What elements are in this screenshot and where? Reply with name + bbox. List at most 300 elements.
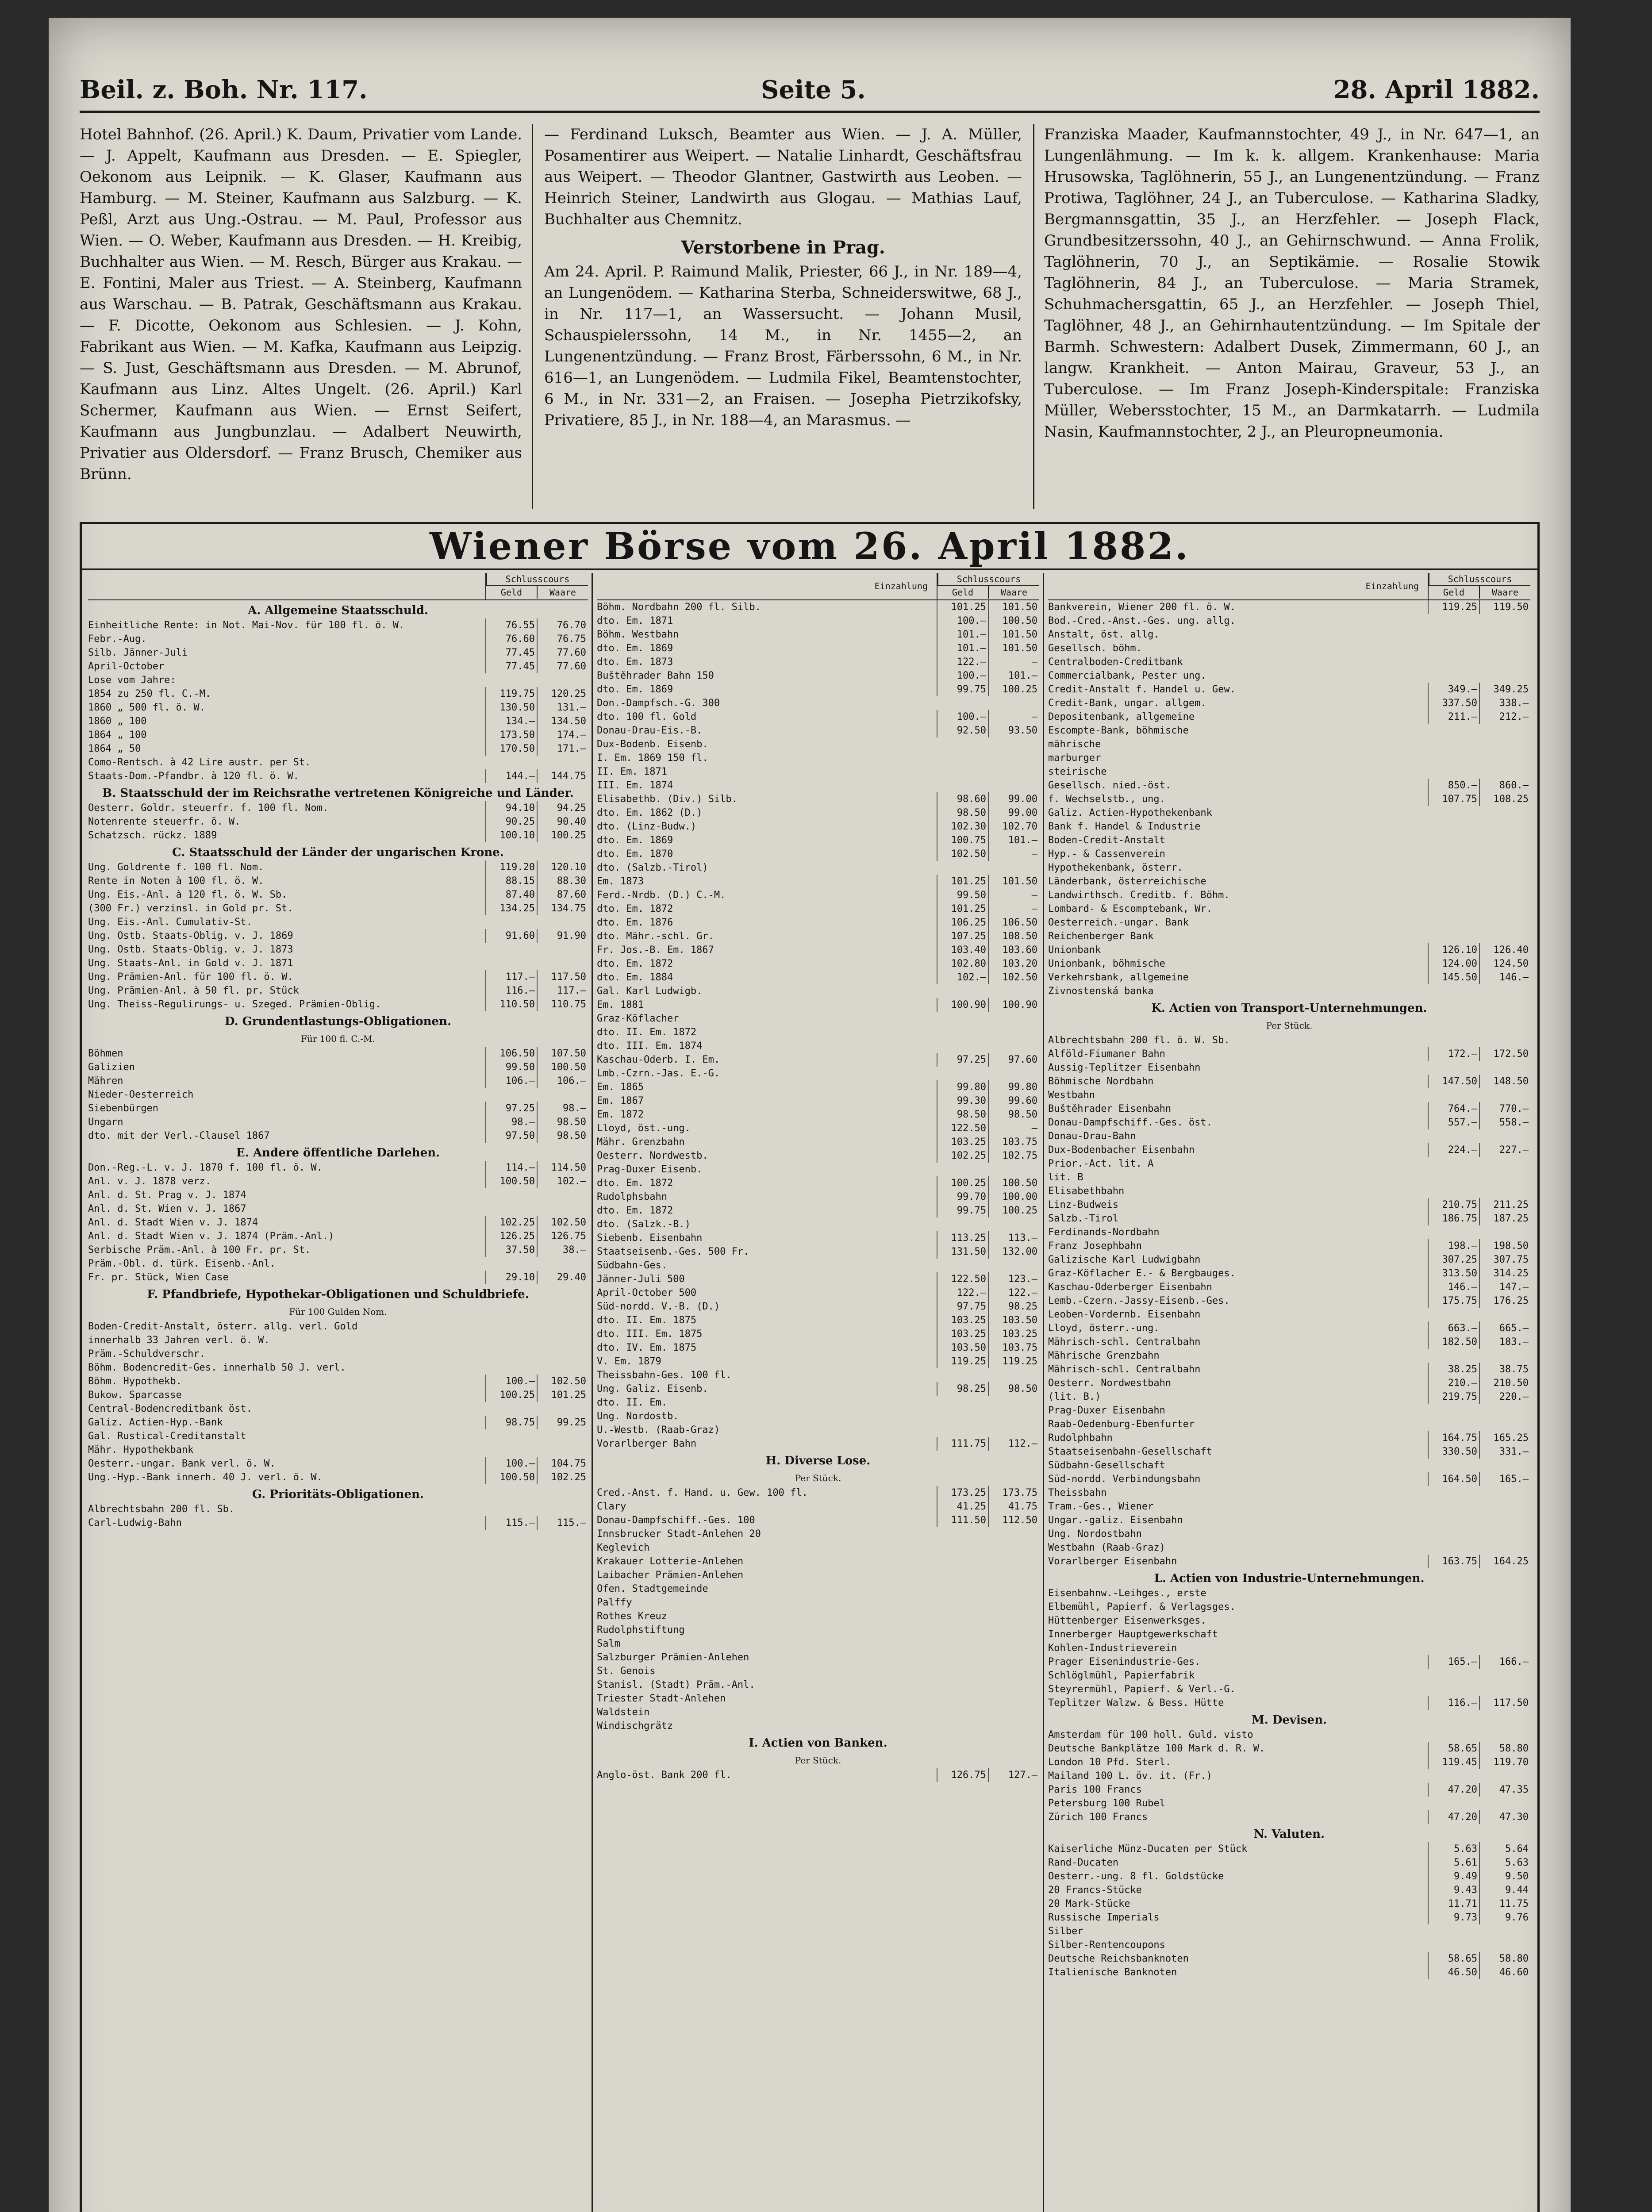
table-row <box>1048 696 1530 710</box>
security-name: dto. II. Em. 1875 <box>597 1315 697 1326</box>
ask-price: 101.50 <box>988 600 1039 614</box>
ask-price: 176.25 <box>1479 1294 1530 1308</box>
ask-price: 77.60 <box>537 646 588 660</box>
security-name: Rudolphstiftung <box>597 1624 685 1636</box>
security-name: Depositenbank, allgemeine <box>1048 711 1195 722</box>
bid-price: 9.73 <box>1428 1911 1479 1924</box>
ask-price: 38.75 <box>1479 1363 1530 1376</box>
bid-price: 100.25 <box>937 1176 988 1190</box>
security-name: Böhm. Westbahn <box>597 629 679 640</box>
table-row <box>597 1080 1039 1094</box>
ask-price: 100.25 <box>988 683 1039 696</box>
ask-price: 172.50 <box>1479 1047 1530 1061</box>
table-row <box>1048 888 1530 902</box>
security-name: Ferd.-Nrdb. (D.) C.-M. <box>597 890 726 901</box>
bid-price: 98.75 <box>485 1416 537 1429</box>
table-row <box>88 1375 588 1388</box>
bid-price: 313.50 <box>1428 1267 1479 1280</box>
ask-price: 41.75 <box>988 1500 1039 1513</box>
bid-price: 102.80 <box>937 957 988 971</box>
security-name: Bod.-Cred.-Anst.-Ges. ung. allg. <box>1048 615 1236 626</box>
bid-label: Geld <box>1443 587 1465 598</box>
table-row <box>88 1361 588 1375</box>
ask-label: Waare <box>1479 586 1530 599</box>
bid-price: 97.50 <box>485 1129 537 1143</box>
security-name: Ung. Goldrente f. 100 fl. Nom. <box>88 862 264 873</box>
bid-price: 110.50 <box>485 998 537 1011</box>
security-name: Westbahn (Raab-Graz) <box>1048 1542 1165 1553</box>
ask-price: 101.— <box>988 669 1039 683</box>
ask-price: 210.50 <box>1479 1376 1530 1390</box>
table-row <box>88 687 588 701</box>
ask-price: 131.— <box>537 701 588 714</box>
table-row <box>597 1149 1039 1163</box>
security-name: Ung. Eis.-Anl. Cumulativ-St. <box>88 917 252 928</box>
table-row <box>1048 1239 1530 1253</box>
ask-price: 101.50 <box>988 628 1039 641</box>
exchange-column-1-body <box>88 604 588 1530</box>
ask-price: 99.60 <box>988 1094 1039 1108</box>
security-name: Bukow. Sparcasse <box>88 1390 182 1401</box>
security-name: Mähren <box>88 1075 123 1087</box>
security-name: Credit-Bank, ungar. allgem. <box>1048 698 1206 709</box>
bid-label: Geld <box>952 587 974 598</box>
ask-price: 103.60 <box>988 943 1039 957</box>
bid-price: 210.— <box>1428 1376 1479 1390</box>
bid-price: 58.65 <box>1428 1742 1479 1755</box>
bid-price: 98.60 <box>937 792 988 806</box>
header-issue: Beil. z. Boh. Nr. 117. <box>80 75 368 104</box>
security-name: Escompte-Bank, böhmische <box>1048 725 1189 736</box>
security-name: Anl. d. St. Wien v. J. 1867 <box>88 1203 246 1214</box>
bid-price: 164.75 <box>1428 1431 1479 1445</box>
ask-price: 183.— <box>1479 1335 1530 1349</box>
table-row <box>88 1271 588 1284</box>
security-name: Oesterr. Nordwestbahn <box>1048 1378 1172 1389</box>
bid-price: 100.— <box>485 1457 537 1471</box>
bid-price: 98.50 <box>937 1108 988 1121</box>
ask-price: 58.80 <box>1479 1952 1530 1966</box>
ask-price: 134.50 <box>537 714 588 728</box>
table-row <box>597 1664 1039 1678</box>
ask-price: 123.— <box>988 1272 1039 1286</box>
ask-price: 126.40 <box>1479 943 1530 957</box>
bid-price: 100.90 <box>937 998 988 1012</box>
bid-price: 58.65 <box>1428 1952 1479 1966</box>
security-name: Innsbrucker Stadt-Anlehen 20 <box>597 1528 761 1540</box>
table-row <box>597 1623 1039 1637</box>
security-name: Em. 1881 <box>597 999 644 1010</box>
table-row <box>88 1402 588 1416</box>
security-name: Leoben-Vordernb. Eisenbahn <box>1048 1309 1201 1320</box>
bid-price: 97.75 <box>937 1300 988 1313</box>
security-name: Vorarlberger Bahn <box>597 1438 697 1449</box>
table-row <box>1048 1047 1530 1061</box>
section-heading: I. Actien von Banken. <box>749 1736 887 1750</box>
ask-price: 127.— <box>988 1768 1039 1782</box>
security-name: Länderbank, österreichische <box>1048 876 1206 887</box>
security-name: Ungar.-galiz. Eisenbahn <box>1048 1515 1183 1526</box>
table-row <box>597 1286 1039 1300</box>
closing-price-label: Schlusscours <box>486 573 588 585</box>
security-name: Ung.-Hyp.-Bank innerh. 40 J. verl. ö. W. <box>88 1472 323 1483</box>
ask-price: 117.50 <box>537 970 588 984</box>
security-name: dto. mit der Verl.-Clausel 1867 <box>88 1130 270 1141</box>
security-name: Alföld-Fiumaner Bahn <box>1048 1048 1165 1060</box>
ask-price: 147.— <box>1479 1280 1530 1294</box>
bid-price: 850.— <box>1428 779 1479 792</box>
ask-price: 108.50 <box>988 929 1039 943</box>
security-name: Lemb.-Czern.-Jassy-Eisenb.-Ges. <box>1048 1295 1230 1306</box>
bid-price: 94.10 <box>485 801 537 815</box>
security-name: Petersburg 100 Rubel <box>1048 1798 1165 1809</box>
security-name: Böhmen <box>88 1048 123 1059</box>
ask-price: 100.25 <box>537 829 588 842</box>
security-name: Kaschau-Oderberger Eisenbahn <box>1048 1282 1212 1293</box>
security-name: Mährisch-schl. Centralbahn <box>1048 1364 1201 1375</box>
bid-price: 100.10 <box>485 829 537 842</box>
table-row <box>88 1243 588 1257</box>
table-row <box>597 1651 1039 1664</box>
security-name: dto. Em. 1870 <box>597 849 673 860</box>
ask-price: 110.75 <box>537 998 588 1011</box>
bid-price: 99.75 <box>937 683 988 696</box>
ask-price: 76.70 <box>537 618 588 632</box>
table-row <box>88 956 588 970</box>
bid-price: 126.75 <box>937 1768 988 1782</box>
table-row <box>88 660 588 673</box>
security-name: Dux-Bodenbacher Eisenbahn <box>1048 1144 1195 1156</box>
table-row <box>1048 751 1530 765</box>
column-header <box>1048 573 1530 600</box>
table-row <box>88 618 588 632</box>
table-row <box>1048 669 1530 683</box>
bid-price: 119.25 <box>1428 600 1479 614</box>
ask-price: 103.20 <box>988 957 1039 971</box>
table-row <box>88 1216 588 1229</box>
table-row <box>597 1355 1039 1368</box>
bid-price: 100.25 <box>485 1388 537 1402</box>
security-name: Theissbahn-Ges. 100 fl. <box>597 1370 732 1381</box>
bid-price: 99.50 <box>485 1060 537 1074</box>
ask-price: 100.50 <box>988 614 1039 628</box>
ask-price: 134.75 <box>537 902 588 915</box>
bid-price: 126.10 <box>1428 943 1479 957</box>
table-row <box>597 847 1039 861</box>
deceased-text: Am 24. April. P. Raimund Malik, Priester, 66 J., in Nr. 189—4, an Lungenödem. — Katharina Sterba, Schneiderswitwe, 68 J., in Nr. 117—1, an Wassersucht. — Johann Musil, Schauspielerssohn, 14 M., in Nr. 1455—2, an Lungenentzündung. — Franz Brost, Färberssohn, 6 M., in Nr. 616—1, an Lungenödem. — Ludmila Fikel, Beamtenstochter, 6 M., in Nr. 331—2, an Fraisen. — Josepha Pietrzikofsky, Privatiere, 85 J., in Nr. 188—4, an Marasmus. — <box>544 263 1022 429</box>
table-row <box>1048 806 1530 820</box>
bid-price: 116.— <box>1428 1696 1479 1710</box>
security-name: 1864 „ 50 <box>88 743 141 754</box>
table-row <box>597 984 1039 998</box>
ask-price: — <box>988 902 1039 916</box>
ask-price: 770.— <box>1479 1102 1530 1116</box>
security-name: Galizische Karl Ludwigbahn <box>1048 1254 1201 1265</box>
security-name: Oesterreich.-ungar. Bank <box>1048 917 1189 928</box>
table-row <box>1048 1911 1530 1924</box>
table-row <box>597 1705 1039 1719</box>
bid-price: 101.25 <box>937 902 988 916</box>
ask-label: Waare <box>988 586 1039 599</box>
ask-price: — <box>988 710 1039 724</box>
ask-label: Waare <box>537 586 588 599</box>
table-row <box>597 1409 1039 1423</box>
security-name: Como-Rentsch. à 42 Lire austr. per St. <box>88 757 311 768</box>
table-row <box>1048 1280 1530 1294</box>
ask-price: 126.75 <box>537 1229 588 1243</box>
ask-price: 100.25 <box>988 1204 1039 1217</box>
bid-price: 100.50 <box>485 1471 537 1484</box>
table-row <box>597 779 1039 792</box>
table-row <box>88 728 588 742</box>
table-row <box>88 1060 588 1074</box>
security-name: Buštěhrader Bahn 150 <box>597 670 714 681</box>
ask-price: 115.— <box>537 1516 588 1530</box>
table-row <box>597 1176 1039 1190</box>
bid-price: 124.00 <box>1428 957 1479 971</box>
bid-price: 134.25 <box>485 902 537 915</box>
table-row <box>88 1320 588 1333</box>
exchange-column-3 <box>1048 573 1530 2212</box>
table-row <box>1048 1742 1530 1755</box>
bid-price: 134.— <box>485 714 537 728</box>
ask-price: 120.25 <box>537 687 588 701</box>
payment-label: Einzahlung <box>1365 581 1419 591</box>
security-name: Kaiserliche Münz-Ducaten per Stück <box>1048 1843 1248 1855</box>
security-name: Em. 1872 <box>597 1109 644 1120</box>
bid-price: 172.— <box>1428 1047 1479 1061</box>
table-row <box>597 1596 1039 1609</box>
bid-price: 100.50 <box>485 1175 537 1188</box>
security-name: Ung. Ostb. Staats-Oblig. v. J. 1873 <box>88 944 293 955</box>
table-row <box>1048 600 1530 614</box>
security-name: dto. (Linz-Budw.) <box>597 821 697 832</box>
ask-price: 58.80 <box>1479 1742 1530 1755</box>
table-row <box>597 998 1039 1012</box>
ask-price: 99.00 <box>988 806 1039 820</box>
security-name: dto. Em. 1876 <box>597 917 673 928</box>
security-name: Credit-Anstalt f. Handel u. Gew. <box>1048 684 1236 695</box>
ask-price: 46.60 <box>1479 1966 1530 1979</box>
table-row <box>597 737 1039 751</box>
table-row <box>1048 1349 1530 1363</box>
table-row <box>88 943 588 956</box>
security-name: Südbahn-Ges. <box>597 1260 667 1271</box>
table-row <box>88 1047 588 1060</box>
table-row <box>1048 1870 1530 1883</box>
table-row <box>1048 1102 1530 1116</box>
ask-price: 99.00 <box>988 792 1039 806</box>
security-name: Salzburger Prämien-Anlehen <box>597 1652 749 1663</box>
table-row <box>1048 833 1530 847</box>
ask-price: 132.00 <box>988 1245 1039 1259</box>
ask-price: 106.— <box>537 1074 588 1088</box>
ask-price: 165.25 <box>1479 1431 1530 1445</box>
table-row <box>1048 1628 1530 1641</box>
section-heading: N. Valuten. <box>1253 1828 1325 1841</box>
exchange-column-2 <box>597 573 1039 2212</box>
bid-price: 92.50 <box>937 724 988 737</box>
bid-price: 100.— <box>937 614 988 628</box>
table-row <box>597 1768 1039 1782</box>
notices-column-2 <box>544 124 1022 509</box>
table-row <box>1048 1883 1530 1897</box>
section-heading: G. Prioritäts-Obligationen. <box>252 1488 424 1501</box>
ask-price: 198.50 <box>1479 1239 1530 1253</box>
table-row <box>88 1202 588 1216</box>
security-name: Oesterr.-ungar. Bank verl. ö. W. <box>88 1458 276 1469</box>
table-row <box>88 769 588 783</box>
security-name: Don.-Reg.-L. v. J. 1870 f. 100 fl. ö. W. <box>88 1162 323 1173</box>
table-row <box>88 1129 588 1143</box>
security-name: Albrechtsbahn 200 fl. ö. W. Sb. <box>1048 1035 1230 1046</box>
bid-price: 101.— <box>937 628 988 641</box>
deceased-heading: Verstorbene in Prag. <box>681 237 885 258</box>
security-name: Elisabethbahn <box>1048 1186 1125 1197</box>
bid-price: 103.25 <box>937 1327 988 1341</box>
security-name: Windischgrätz <box>597 1720 673 1732</box>
table-row <box>597 1692 1039 1705</box>
bid-price: 198.— <box>1428 1239 1479 1253</box>
security-name: Centralboden-Creditbank <box>1048 657 1183 668</box>
table-row <box>1048 710 1530 724</box>
bid-price: 173.25 <box>937 1486 988 1500</box>
table-row <box>597 1341 1039 1355</box>
table-row <box>88 1388 588 1402</box>
table-row <box>597 683 1039 696</box>
table-row <box>1048 1116 1530 1129</box>
ask-price: 9.44 <box>1479 1883 1530 1897</box>
security-name: Anl. d. Stadt Wien v. J. 1874 (Präm.-Anl.) <box>88 1231 334 1242</box>
section-heading: M. Devisen. <box>1251 1713 1327 1727</box>
bid-price: 119.25 <box>937 1355 988 1368</box>
security-name: Verkehrsbank, allgemeine <box>1048 972 1189 983</box>
table-row <box>1048 1810 1530 1824</box>
table-row <box>597 1719 1039 1733</box>
security-name: Albrechtsbahn 200 fl. Sb. <box>88 1504 235 1515</box>
ask-price: 665.— <box>1479 1321 1530 1335</box>
ask-price: — <box>988 888 1039 902</box>
table-row <box>597 1678 1039 1692</box>
ask-price: 102.75 <box>988 1149 1039 1163</box>
table-row <box>1048 929 1530 943</box>
table-row <box>88 801 588 815</box>
table-row <box>597 765 1039 779</box>
security-name: Mährische Grenzbahn <box>1048 1350 1160 1361</box>
bid-price: 76.60 <box>485 632 537 646</box>
ask-price: 90.40 <box>537 815 588 829</box>
security-name: Prior.-Act. lit. A <box>1048 1158 1154 1169</box>
table-row <box>597 1204 1039 1217</box>
security-name: 1864 „ 100 <box>88 730 147 741</box>
bid-price: 46.50 <box>1428 1966 1479 1979</box>
ask-price: 11.75 <box>1479 1897 1530 1911</box>
security-name: Em. 1873 <box>597 876 644 887</box>
table-row <box>1048 1966 1530 1979</box>
bid-price: 122.— <box>937 1286 988 1300</box>
security-name: Steyrermühl, Papierf. & Verl.-G. <box>1048 1684 1236 1695</box>
exchange-column-2-body <box>597 600 1039 1782</box>
table-row <box>597 669 1039 683</box>
security-name: Lombard- & Escomptebank, Wr. <box>1048 903 1212 914</box>
ask-price: 102.— <box>537 1175 588 1188</box>
bid-price: 130.50 <box>485 701 537 714</box>
security-name: Unionbank <box>1048 945 1101 956</box>
table-row <box>88 815 588 829</box>
table-row <box>1048 1061 1530 1075</box>
table-row <box>1048 1184 1530 1198</box>
table-row <box>597 1541 1039 1555</box>
table-row <box>88 1471 588 1484</box>
security-name: steirische <box>1048 766 1107 777</box>
ask-price: 47.35 <box>1479 1783 1530 1797</box>
newspaper-page <box>49 18 1571 2212</box>
security-name: dto. III. Em. 1874 <box>597 1041 703 1052</box>
ask-price: 9.50 <box>1479 1870 1530 1883</box>
ask-price: — <box>988 655 1039 669</box>
security-name: Böhm. Hypothekb. <box>88 1376 182 1387</box>
table-row <box>1048 1842 1530 1856</box>
ask-price: 93.50 <box>988 724 1039 737</box>
security-name: Febr.-Aug. <box>88 634 147 645</box>
bid-price: 11.71 <box>1428 1897 1479 1911</box>
table-row <box>1048 1769 1530 1783</box>
table-row <box>88 1443 588 1457</box>
ask-price: 107.50 <box>537 1047 588 1060</box>
table-row <box>597 1135 1039 1149</box>
column-header <box>88 573 588 600</box>
security-name: Em. 1865 <box>597 1082 644 1093</box>
table-row <box>1048 847 1530 861</box>
table-row <box>88 1457 588 1471</box>
table-row <box>597 792 1039 806</box>
table-row <box>1048 943 1530 957</box>
table-row <box>88 888 588 902</box>
bid-price: 165.— <box>1428 1655 1479 1669</box>
table-row <box>1048 1376 1530 1390</box>
table-row <box>1048 1856 1530 1870</box>
table-row <box>88 714 588 728</box>
table-row <box>1048 820 1530 833</box>
security-name: Anstalt, öst. allg. <box>1048 629 1160 640</box>
section-heading: F. Pfandbriefe, Hypothekar-Obligationen und Schuldbriefe. <box>147 1288 529 1301</box>
bid-price: 119.20 <box>485 860 537 874</box>
table-row <box>1048 1075 1530 1088</box>
security-name: Donau-Drau-Eis.-B. <box>597 725 703 736</box>
bid-price: 103.25 <box>937 1313 988 1327</box>
security-name: lit. B <box>1048 1172 1083 1183</box>
ask-price: 103.75 <box>988 1135 1039 1149</box>
security-name: Reichenberger Bank <box>1048 931 1154 942</box>
table-row <box>1048 875 1530 888</box>
table-row <box>597 1190 1039 1204</box>
security-name: I. Em. 1869 150 fl. <box>597 753 708 764</box>
security-name: Boden-Credit-Anstalt, österr. allg. verl. Gold <box>88 1321 358 1332</box>
ask-price: 100.90 <box>988 998 1039 1012</box>
security-name: Silber <box>1048 1926 1083 1937</box>
hotel-arrivals-text: Hotel Bahnhof. (26. April.) K. Daum, Privatier vom Lande. — J. Appelt, Kaufmann aus Dresden. — E. Spiegler, Oekonom aus Leipnik. — K. Glaser, Kaufmann aus Hamburg. — M. Steiner, Kaufmann aus Salzburg. — K. Peßl, Arzt aus Ung.-Ostrau. — M. Paul, Professor aus Wien. — O. Weber, Kaufmann aus Dresden. — H. Kreibig, Buchhalter aus Wien. — M. Resch, Bürger aus Krakau. — E. Fontini, Maler aus Triest. — A. Steinberg, Kaufmann aus Warschau. — B. Patrak, Geschäftsmann aus Krakau. — F. Dicotte, Oekonom aus Schlesien. — J. Kohn, Fabrikant aus Wien. — M. Kafka, Kaufmann aus Leipzig. — S. Just, Geschäftsmann aus Dresden. — M. Abrunof, Kaufmann aus Linz. Altes Ungelt. (26. April.) Karl Schermer, Kaufmann aus Wien. — Ernst Seifert, Kaufmann aus Jungbunzlau. — Adalbert Neuwirth, Privatier aus Oldersdorf. — Franz Brusch, Chemiker aus Brünn. <box>80 126 522 483</box>
bid-price: 99.70 <box>937 1190 988 1204</box>
table-row <box>597 1108 1039 1121</box>
security-name: dto. 100 fl. Gold <box>597 711 697 722</box>
security-name: Rothes Kreuz <box>597 1611 667 1622</box>
security-name: Palffy <box>597 1597 632 1608</box>
bid-price: 77.45 <box>485 646 537 660</box>
security-name: Keglevich <box>597 1542 650 1553</box>
security-name: Notenrente steuerfr. ö. W. <box>88 816 241 827</box>
security-name: Vorarlberger Eisenbahn <box>1048 1556 1177 1567</box>
table-row <box>597 875 1039 888</box>
